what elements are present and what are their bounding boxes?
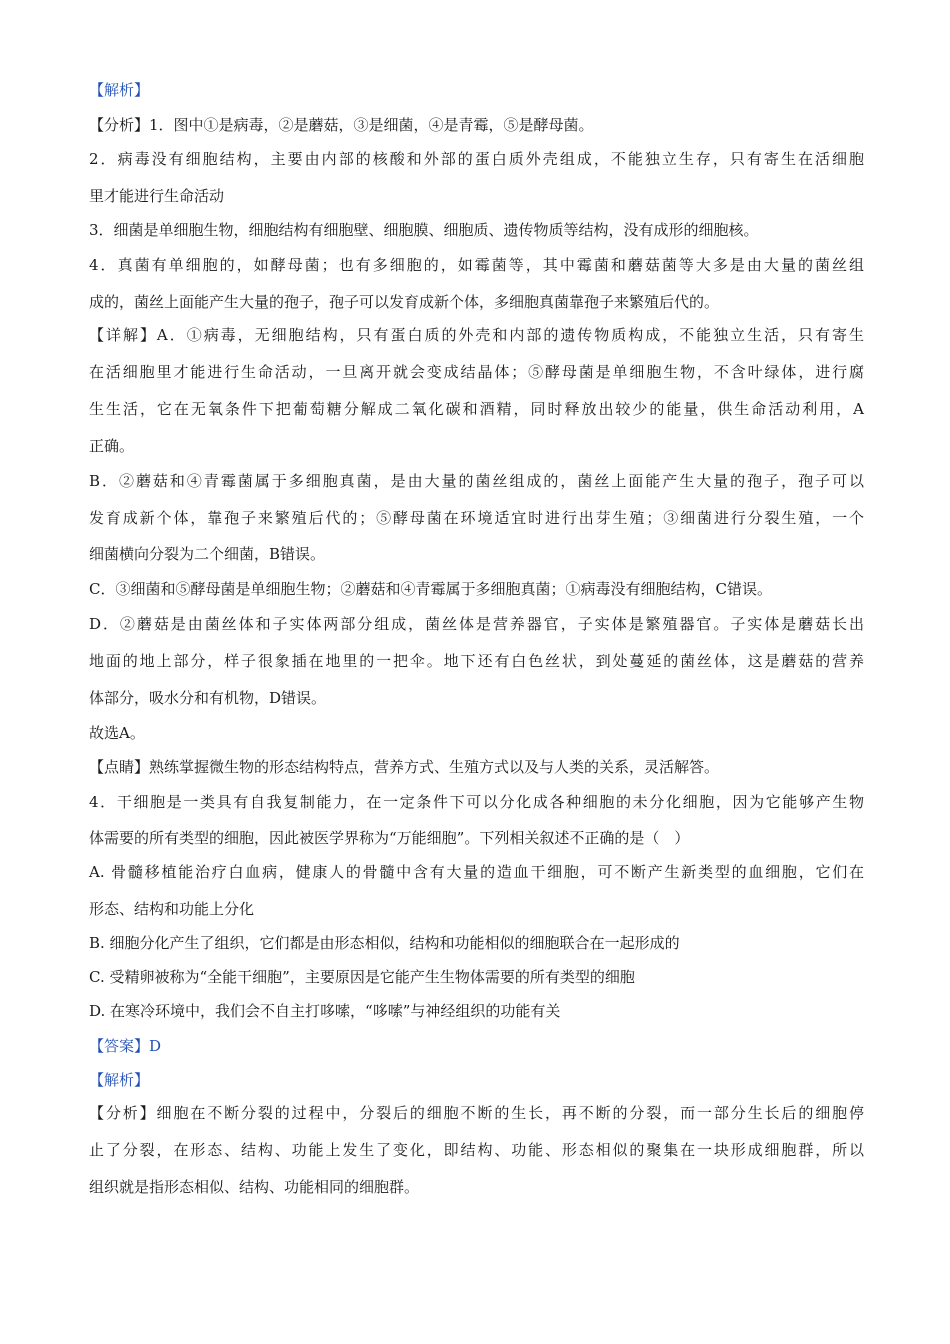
analysis-point-2-line-1: 2．病毒没有细胞结构，主要由内部的核酸和外部的蛋白质外壳组成，不能独立生存，只有寄生在活细胞 [89, 150, 864, 168]
analysis-2-line-2: 止了分裂，在形态、结构、功能上发生了变化，即结构、功能、形态相似的聚集在一块形成细胞群，所以 [89, 1141, 864, 1159]
option-a-line-2: 形态、结构和功能上分化 [89, 900, 255, 918]
detail-a-line-3: 生生活，它在无氧条件下把葡萄糖分解成二氧化碳和酒精，同时释放出较少的能量，供生命活动利用，A [89, 400, 864, 418]
option-a-line-1: A. 骨髓移植能治疗白血病，健康人的骨髓中含有大量的造血干细胞，可不断产生新类型的血细胞，它们在 [89, 863, 864, 881]
analysis-point-2-line-2: 里才能进行生命活动 [89, 187, 225, 205]
option-c: C. 受精卵被称为“全能干细胞”，主要原因是它能产生生物体需要的所有类型的细胞 [89, 968, 635, 986]
analysis-2-line-3: 组织就是指形态相似、结构、功能相同的细胞群。 [89, 1178, 420, 1196]
detail-a-line-2: 在活细胞里才能进行生命活动，一旦离开就会变成结晶体；⑤酵母菌是单细胞生物，不含叶绿体，进行腐 [89, 363, 864, 381]
detail-d-line-2: 地面的地上部分，样子很象插在地里的一把伞。地下还有白色丝状，到处蔓延的菌丝体，这是蘑菇的营养 [89, 652, 864, 670]
choose-answer: 故选A。 [89, 724, 145, 742]
analysis-heading: 【解析】 [89, 81, 150, 99]
analysis-point-3: 3．细菌是单细胞生物，细胞结构有细胞壁、细胞膜、细胞质、遗传物质等结构，没有成形的细胞核。 [89, 221, 759, 239]
question-4-stem-line-1: 4．干细胞是一类具有自我复制能力，在一定条件下可以分化成各种细胞的未分化细胞，因为它能够产生物 [89, 793, 864, 811]
question-4-stem-line-2: 体需要的所有类型的细胞，因此被医学界称为“万能细胞”。下列相关叙述不正确的是（ ） [89, 829, 690, 847]
comment: 【点睛】熟练掌握微生物的形态结构特点，营养方式、生殖方式以及与人类的关系，灵活解答。 [89, 758, 720, 776]
analysis-point-1: 【分析】1．图中①是病毒，②是蘑菇，③是细菌，④是青霉，⑤是酵母菌。 [89, 116, 594, 134]
option-b: B. 细胞分化产生了组织，它们都是由形态相似，结构和功能相似的细胞联合在一起形成的 [89, 934, 680, 952]
detail-b-line-1: B．②蘑菇和④青霉菌属于多细胞真菌，是由大量的菌丝组成的，菌丝上面能产生大量的孢子，孢子可以 [89, 472, 864, 490]
analysis-heading-2: 【解析】 [89, 1071, 150, 1089]
detail-b-line-2: 发育成新个体，靠孢子来繁殖后代的；⑤酵母菌在环境适宜时进行出芽生殖；③细菌进行分裂生殖，一个 [89, 509, 864, 527]
detail-d-line-1: D．②蘑菇是由菌丝体和子实体两部分组成，菌丝体是营养器官，子实体是繁殖器官。子实体是蘑菇长出 [89, 615, 864, 633]
detail-d-line-3: 体部分，吸水分和有机物，D错误。 [89, 689, 327, 707]
detail-c-line-1: C．③细菌和⑤酵母菌是单细胞生物；②蘑菇和④青霉属于多细胞真菌；①病毒没有细胞结构，C错误。 [89, 580, 772, 598]
option-d: D. 在寒冷环境中，我们会不自主打哆嗦，“哆嗦”与神经组织的功能有关 [89, 1002, 561, 1020]
analysis-2-line-1: 【分析】细胞在不断分裂的过程中，分裂后的细胞不断的生长，再不断的分裂，而一部分生长后的细胞停 [89, 1104, 864, 1122]
analysis-point-4-line-1: 4．真菌有单细胞的，如酵母菌；也有多细胞的，如霉菌等，其中霉菌和蘑菇菌等大多是由大量的菌丝组 [89, 256, 864, 274]
detail-a-line-4: 正确。 [89, 437, 135, 455]
analysis-point-4-line-2: 成的，菌丝上面能产生大量的孢子，孢子可以发育成新个体，多细胞真菌靠孢子来繁殖后代的。 [89, 293, 720, 311]
detail-b-line-3: 细菌横向分裂为二个细菌，B错误。 [89, 545, 326, 563]
answer-line: 【答案】D [89, 1037, 162, 1055]
detail-a-line-1: 【详解】A．①病毒，无细胞结构，只有蛋白质的外壳和内部的遗传物质构成，不能独立生活，只有寄生 [89, 326, 864, 344]
